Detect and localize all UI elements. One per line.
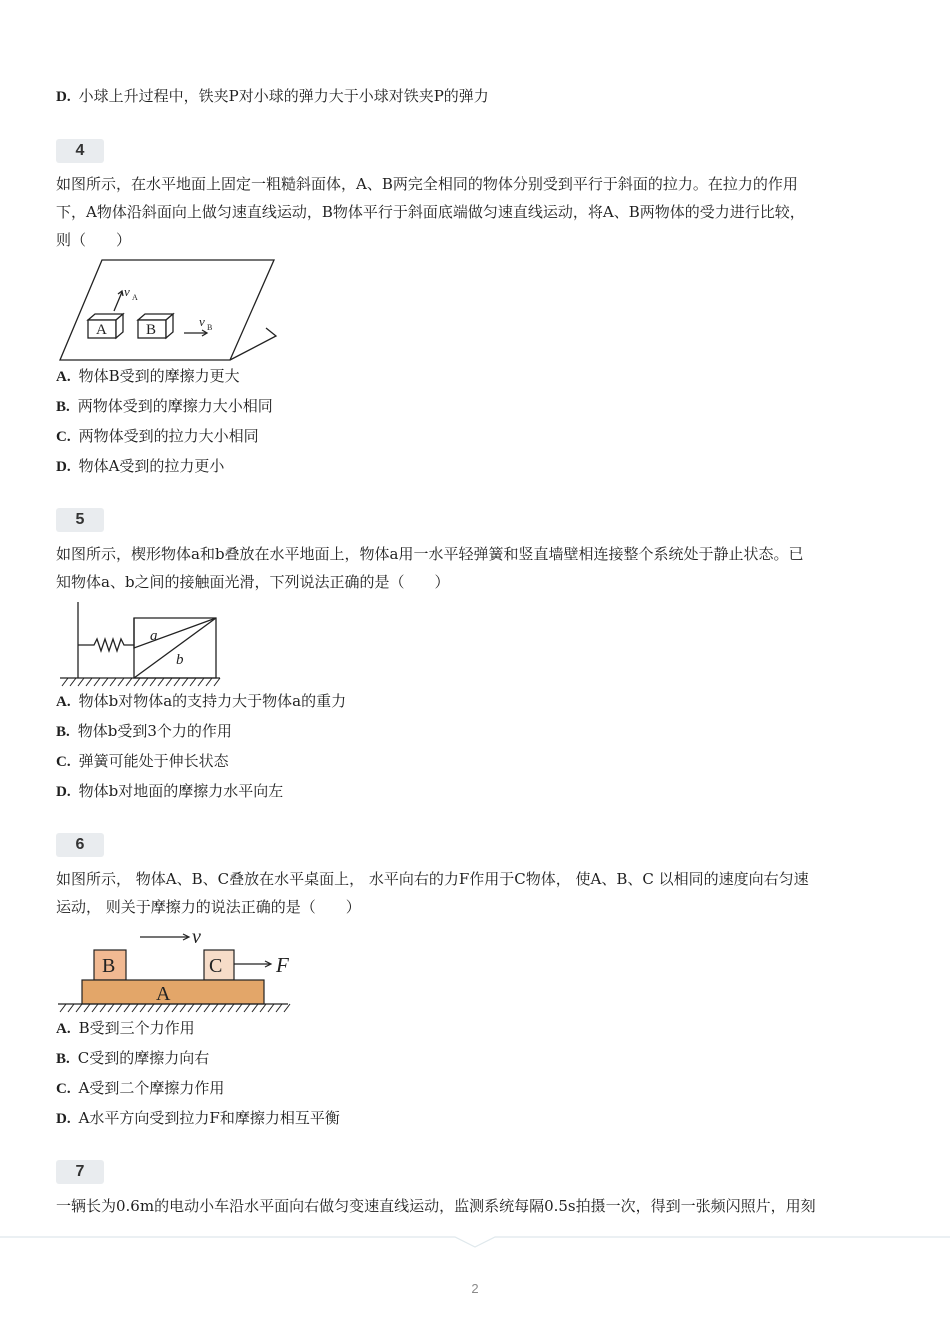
- vb-subscript: B: [207, 323, 213, 332]
- option-text: 物体b对地面的摩擦力水平向左: [78, 782, 284, 800]
- spring: [78, 639, 134, 651]
- block-c-label: C: [209, 955, 223, 977]
- block-a-label: A: [156, 983, 171, 1005]
- option-letter: D.: [56, 89, 71, 105]
- question-number-7: 7: [56, 1160, 104, 1184]
- arrow-va: [114, 292, 122, 311]
- va-label: v: [124, 284, 130, 299]
- q3-option-d: [56, 86, 489, 107]
- page-divider: [0, 1236, 950, 1250]
- block-b-label: B: [102, 955, 116, 977]
- option-letter: C.: [56, 429, 71, 445]
- q5-option-a: [56, 691, 346, 712]
- wedge-b-label: b: [176, 652, 184, 668]
- q6-option-a: [56, 1018, 195, 1039]
- q5-wedge-figure: [56, 598, 226, 690]
- option-text: 物体b受到3个力的作用: [77, 722, 232, 740]
- question-number-4: 4: [56, 139, 104, 163]
- option-letter: A.: [56, 369, 71, 385]
- force-f-label: F: [276, 953, 289, 977]
- q6-stem-line-2: 运动， 则关于摩擦力的说法正确的是（ ）: [56, 898, 361, 916]
- option-text: C受到的摩擦力向右: [77, 1049, 210, 1067]
- q4-stem-line-3: 则（ ）: [56, 231, 132, 249]
- option-letter: A.: [56, 1021, 71, 1037]
- va-subscript: A: [132, 293, 138, 302]
- option-letter: D.: [56, 459, 71, 475]
- incline-surface: [60, 260, 274, 360]
- q5-stem-line-2: 知物体a、b之间的接触面光滑，下列说法正确的是（ ）: [56, 573, 450, 591]
- option-text: 小球上升过程中，铁夹P对小球的弹力大于小球对铁夹P的弹力: [78, 87, 489, 105]
- question-number-5: 5: [56, 508, 104, 532]
- option-letter: C.: [56, 1081, 71, 1097]
- q4-option-c: [56, 426, 259, 447]
- option-text: 弹簧可能处于伸长状态: [78, 752, 229, 770]
- option-text: 两物体受到的拉力大小相同: [78, 427, 259, 445]
- question-number-6: 6: [56, 833, 104, 857]
- vb-label: v: [199, 314, 205, 329]
- q5-option-b: [56, 721, 232, 742]
- q5-option-d: [56, 781, 283, 802]
- q4-stem-line-1: 如图所示，在水平地面上固定一粗糙斜面体，A、B两完全相同的物体分别受到平行于斜面的拉力。在拉力的作用: [56, 175, 798, 193]
- option-letter: A.: [56, 694, 71, 710]
- option-text: A水平方向受到拉力F和摩擦力相互平衡: [78, 1109, 340, 1127]
- block-a: [134, 618, 216, 648]
- option-text: 物体A受到的拉力更小: [78, 457, 225, 475]
- option-text: 物体B受到的摩擦力更大: [78, 367, 240, 385]
- contact-surface: [134, 618, 216, 678]
- q5-option-c: [56, 751, 229, 772]
- q6-option-c: [56, 1078, 224, 1099]
- q6-option-b: [56, 1048, 209, 1069]
- option-text: B受到三个力作用: [78, 1019, 195, 1037]
- velocity-v-label: v: [192, 926, 201, 948]
- q7-stem-line-1: 一辆长为0.6m的电动小车沿水平面向右做匀变速直线运动，监测系统每隔0.5s拍摄一次，得到一张频闪照片，用刻: [56, 1197, 816, 1215]
- option-text: A受到二个摩擦力作用: [78, 1079, 225, 1097]
- q4-option-d: [56, 456, 224, 477]
- q4-option-a: [56, 366, 240, 387]
- q6-stem-line-1: 如图所示， 物体A、B、C叠放在水平桌面上， 水平向右的力F作用于C物体， 使A、B、C 以相同的速度向右匀速: [56, 870, 809, 888]
- option-letter: B.: [56, 1051, 70, 1067]
- option-text: 两物体受到的摩擦力大小相同: [77, 397, 273, 415]
- q6-option-d: [56, 1108, 340, 1129]
- q4-option-b: [56, 396, 273, 417]
- option-text: 物体b对物体a的支持力大于物体a的重力: [78, 692, 347, 710]
- block-b-label: B: [146, 322, 157, 338]
- option-letter: D.: [56, 1111, 71, 1127]
- block-a-label: A: [96, 322, 107, 338]
- block-a: [82, 980, 264, 1004]
- option-letter: C.: [56, 754, 71, 770]
- q4-incline-figure: [56, 256, 280, 364]
- wedge-a-label: a: [150, 628, 158, 644]
- option-letter: D.: [56, 784, 71, 800]
- q5-stem-line-1: 如图所示，楔形物体a和b叠放在水平地面上，物体a用一水平轻弹簧和竖直墙壁相连接整个系统处于静止状态。已: [56, 545, 804, 563]
- option-letter: B.: [56, 724, 70, 740]
- page-number: 2: [471, 1281, 479, 1296]
- option-letter: B.: [56, 399, 70, 415]
- q6-blocks-figure: [56, 926, 300, 1016]
- q4-stem-line-2: 下，A物体沿斜面向上做匀速直线运动，B物体平行于斜面底端做匀速直线运动，将A、B两物体的受力进行比较，: [56, 203, 805, 221]
